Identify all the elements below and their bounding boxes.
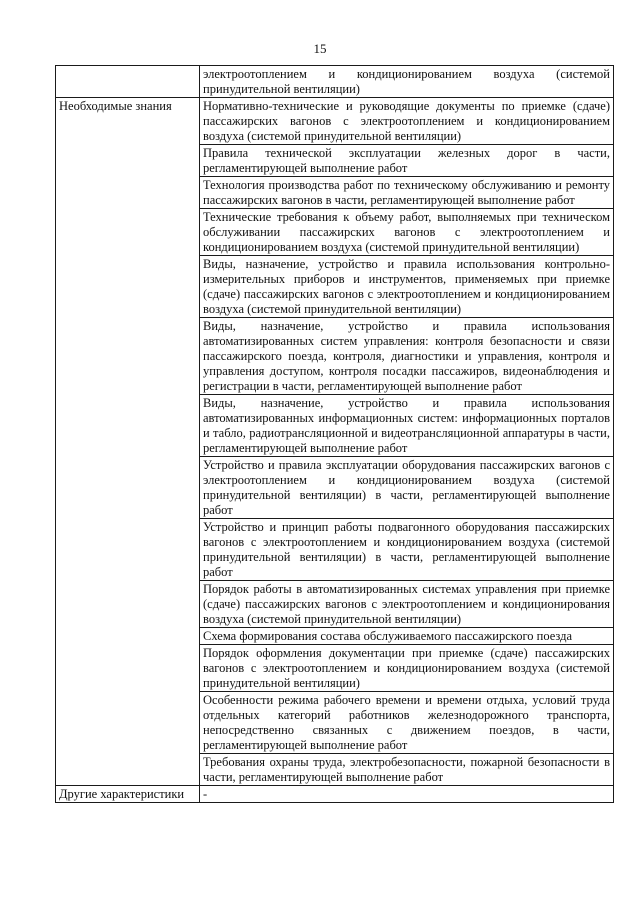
page-number: 15 <box>313 41 327 56</box>
row-content: Технические требования к объему работ, выполняемых при техническом обслуживании пассажирских вагонов с электроотоплением и кондиционированием воздуха (системой принудительной вентиляции) <box>200 209 614 256</box>
row-content: Технология производства работ по техническому обслуживанию и ремонту пассажирских вагонов в части, регламентирующей выполнение работ <box>200 177 614 209</box>
row-content: Порядок оформления документации при приемке (сдаче) пассажирских вагонов с электроотоплением и кондиционированием воздуха (системой принудительной вентиляции) <box>200 645 614 692</box>
row-content: Устройство и принцип работы подвагонного оборудования пассажирских вагонов с электроотоплением и кондиционированием воздуха (системой принудительной вентиляции) в части, регламентирующей выполнение работ <box>200 519 614 581</box>
row-label <box>56 66 200 98</box>
table-row <box>56 98 614 145</box>
row-label-required-knowledge: Необходимые знания <box>56 98 200 786</box>
row-content: Порядок работы в автоматизированных системах управления при приемке (сдаче) пассажирских вагонов с электроотоплением и кондиционирования воздуха (системой принудительной вентиляции) <box>200 581 614 628</box>
row-content: Виды, назначение, устройство и правила использования автоматизированных информационных систем: информационных порталов и табло, радиотрансляционной и видеотрансляционной аппаратуры в части, регламентирующей выполнение работ <box>200 395 614 457</box>
row-content: Требования охраны труда, электробезопасности, пожарной безопасности в части, регламентирующей выполнение работ <box>200 754 614 786</box>
row-content: Виды, назначение, устройство и правила использования контрольно-измерительных приборов и инструментов, применяемых при приемке (сдаче) пассажирских вагонов с электроотоплением и кондиционированием воздуха (системой принудительной вентиляции) <box>200 256 614 318</box>
row-label-other-characteristics: Другие характеристики <box>56 786 200 803</box>
row-content: Нормативно-технические и руководящие документы по приемке (сдаче) пассажирских вагонов с электроотоплением и кондиционированием воздуха (системой принудительной вентиляции) <box>200 98 614 145</box>
row-content: Правила технической эксплуатации железных дорог в части, регламентирующей выполнение работ <box>200 145 614 177</box>
row-content: - <box>200 786 614 803</box>
row-content: электроотоплением и кондиционированием воздуха (системой принудительной вентиляции) <box>200 66 614 98</box>
table-row <box>56 786 614 803</box>
knowledge-requirements-table <box>55 65 614 803</box>
row-content: Особенности режима рабочего времени и времени отдыха, условий труда отдельных категорий работников железнодорожного транспорта, непосредственно связанных с движением поездов, в части, регламентирующей выполнение работ <box>200 692 614 754</box>
row-content: Устройство и правила эксплуатации оборудования пассажирских вагонов с электроотоплением и кондиционированием воздуха (системой принудительной вентиляции) в части, регламентирующей выполнение работ <box>200 457 614 519</box>
row-content: Схема формирования состава обслуживаемого пассажирского поезда <box>200 628 614 645</box>
table-row <box>56 66 614 98</box>
row-content: Виды, назначение, устройство и правила использования автоматизированных систем управления: контроля безопасности и связи пассажирского поезда, контроля, диагностики и управления, контроля и управления доступом, контроля посадки пассажиров, видеонаблюдения и регистрации в части, регламентирующей выполнение работ <box>200 318 614 395</box>
